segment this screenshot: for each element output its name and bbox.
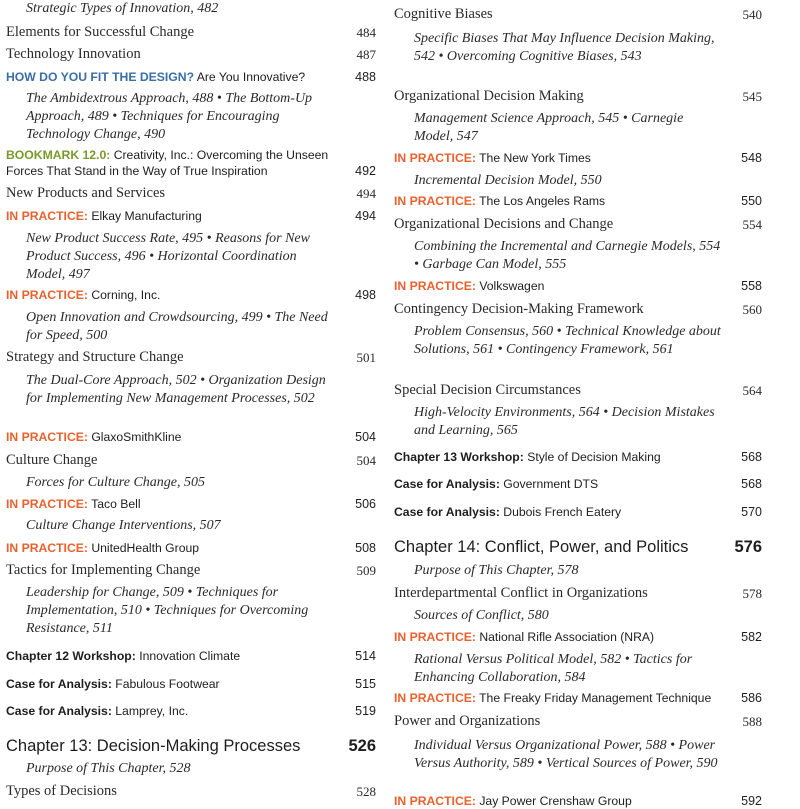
toc-entry-text [394,193,718,209]
toc-entry-page: 508 [355,541,376,555]
toc-entry-text [394,301,762,318]
toc-entry-work [6,676,376,692]
toc-entry-sub [6,760,376,778]
toc-entry-bookmark [6,147,376,179]
toc-entry-practice [394,193,762,209]
toc-entry-page: 586 [741,691,762,705]
toc-entry-page: 488 [355,70,376,84]
toc-entry-practice [394,150,762,166]
toc-entry-chapter [6,736,376,756]
toc-entry-page: 487 [356,47,376,62]
toc-entry-page: 568 [741,450,762,464]
toc-entry-text [394,88,762,105]
toc-entry-text [394,150,718,166]
toc-entry-serif [394,713,762,730]
toc-entry-text [414,238,722,274]
toc-entry-text [26,517,336,535]
toc-entry-title: Jay Power Crenshaw Group [479,794,632,808]
toc-entry-text [6,703,332,719]
toc-entry-text [6,349,376,366]
toc-entry-title: Interdepartmental Conflict in Organizations [394,585,648,601]
toc-entry-serif [6,24,376,41]
toc-entry-title: Style of Decision Making [527,450,661,464]
toc-entry-serif [394,301,762,318]
toc-entry-text [414,651,722,687]
toc-entry-page: 582 [741,630,762,644]
toc-entry-title: High-Velocity Environments, 564 • Decision Mistakes and Learning, 565 [414,405,715,438]
toc-entry-text [6,147,332,179]
toc-entry-title: Lamprey, Inc. [115,704,189,718]
toc-entry-sub [394,562,762,580]
toc-entry-title: Dubois French Eatery [503,505,622,519]
toc-entry-title: National Rifle Association (NRA) [479,630,655,644]
toc-entry-text [414,404,722,440]
toc-entry-page: 528 [356,784,376,799]
toc-entry-sub [6,0,376,18]
toc-entry-text [414,323,722,359]
toc-entry-design [6,69,376,85]
toc-entry-sub [394,172,762,190]
toc-entry-text [394,690,718,706]
toc-entry-sub [6,230,376,284]
toc-entry-title: Contingency Decision-Making Framework [394,301,644,317]
toc-entry-text [26,0,336,18]
toc-entry-page: 578 [742,586,762,601]
toc-entry-page: 514 [355,649,376,663]
toc-entry-title: Leadership for Change, 509 • Techniques for Implementation, 510 • Techniques for Overcoming Resistance, 511 [26,585,309,636]
toc-entry-text [394,476,718,492]
toc-entry-sub [6,90,376,144]
toc-entry-title: GlaxoSmithKline [91,430,182,444]
toc-entry-sub [394,737,762,773]
toc-entry-page: 560 [742,302,762,317]
toc-entry-serif [6,46,376,63]
toc-entry-text [414,110,722,146]
toc-entry-page: 504 [356,453,376,468]
toc-entry-label: IN PRACTICE: [394,194,476,208]
toc-entry-practice [6,540,376,556]
toc-entry-title: UnitedHealth Group [91,541,200,555]
toc-entry-label: Case for Analysis: [6,704,112,718]
toc-entry-sub [6,309,376,345]
toc-entry-page: 526 [348,737,376,755]
toc-entry-practice [6,429,376,445]
toc-entry-text [414,607,722,625]
toc-entry-text [6,185,376,202]
toc-entry-sub [6,584,376,638]
toc-entry-title: Management Science Approach, 545 • Carnegie Model, 547 [414,111,684,144]
toc-entry-text [6,562,376,579]
toc-entry-title: Purpose of This Chapter, 528 [26,761,191,776]
toc-entry-title: Chapter 14: Conflict, Power, and Politics [394,538,689,556]
toc-entry-title: Culture Change [6,452,98,468]
toc-entry-title: Sources of Conflict, 580 [414,608,549,623]
toc-entry-label: IN PRACTICE: [394,630,476,644]
toc-entry-label: BOOKMARK 12.0: [6,148,111,162]
toc-entry-page: 564 [742,383,762,398]
toc-entry-label: HOW DO YOU FIT THE DESIGN? [6,70,195,84]
toc-entry-text [414,172,722,190]
toc-entry-title: The New York Times [479,151,591,165]
toc-entry-label: IN PRACTICE: [394,794,476,808]
toc-entry-practice [6,496,376,512]
toc-entry-work [394,449,762,465]
toc-entry-text [394,216,762,233]
toc-entry-sub [394,651,762,687]
toc-entry-label: IN PRACTICE: [394,279,476,293]
toc-entry-text [26,474,336,492]
toc-entry-work [6,648,376,664]
toc-entry-title: Specific Biases That May Influence Decision Making, 542 • Overcoming Cognitive Biases, 543 [414,31,715,64]
toc-entry-practice [394,629,762,645]
toc-entry-text [394,537,762,557]
toc-entry-text [6,208,332,224]
toc-entry-text [26,584,336,638]
toc-entry-page: 545 [742,89,762,104]
toc-entry-title: New Products and Services [6,185,166,201]
toc-entry-page: 504 [355,430,376,444]
toc-entry-label: IN PRACTICE: [6,497,88,511]
toc-entry-text [26,90,336,144]
toc-entry-text [26,760,336,778]
toc-entry-title: Elements for Successful Change [6,24,195,40]
toc-entry-title: Strategic Types of Innovation, 482 [26,1,219,16]
toc-entry-serif [394,88,762,105]
toc-entry-text [6,648,332,664]
toc-entry-title: Purpose of This Chapter, 578 [414,563,579,578]
toc-entry-title: Power and Organizations [394,713,541,729]
toc-entry-page: 484 [356,25,376,40]
toc-entry-serif [6,452,376,469]
toc-entry-label: IN PRACTICE: [394,151,476,165]
toc-entry-text [6,429,332,445]
toc-entry-page: 519 [355,704,376,718]
toc-entry-sub [394,110,762,146]
toc-entry-serif [394,585,762,602]
toc-entry-title: Strategy and Structure Change [6,349,184,365]
toc-entry-title: Fabulous Footwear [115,677,220,691]
toc-entry-title: Individual Versus Organizational Power, 588 • Power Versus Authority, 589 • Vertical Sources of Power, 590 [414,738,718,771]
toc-entry-page: 506 [355,497,376,511]
toc-entry-text [6,287,332,303]
toc-entry-serif [394,6,762,23]
toc-entry-page: 509 [356,563,376,578]
toc-entry-sub [394,607,762,625]
toc-entry-title: Combining the Incremental and Carnegie Models, 554 • Garbage Can Model, 555 [414,239,721,272]
toc-entry-page: 540 [742,7,762,22]
toc-entry-title: Technology Innovation [6,46,141,62]
toc-entry-page: 554 [742,217,762,232]
toc-entry-text [6,69,332,85]
toc-entry-page: 494 [355,209,376,223]
toc-entry-title: New Product Success Rate, 495 • Reasons for New Product Success, 496 • Horizontal Coordination Model, 497 [26,231,310,282]
toc-entry-text [394,585,762,602]
toc-entry-practice [394,690,762,706]
toc-entry-page: 592 [741,794,762,808]
toc-entry-serif [6,185,376,202]
toc-entry-title: Creativity, Inc.: Overcoming the Unseen Forces That Stand in the Way of True Inspiration [6,148,329,178]
toc-entry-title: Are You Innovative? [196,70,306,84]
toc-entry-practice [394,793,762,809]
toc-entry-label: Case for Analysis: [394,505,500,519]
toc-entry-text [394,504,718,520]
toc-entry-label: Chapter 12 Workshop: [6,649,136,663]
toc-entry-page: 588 [742,714,762,729]
toc-entry-text [6,452,376,469]
toc-entry-page: 498 [355,288,376,302]
toc-entry-sub [6,372,376,408]
toc-entry-label: IN PRACTICE: [6,430,88,444]
toc-entry-label: Case for Analysis: [394,477,500,491]
toc-entry-text [6,736,376,756]
toc-entry-label: Chapter 13 Workshop: [394,450,524,464]
toc-entry-serif [6,562,376,579]
toc-entry-sub [394,323,762,359]
toc-entry-practice [6,287,376,303]
toc-entry-page: 501 [356,350,376,365]
toc-entry-title: Culture Change Interventions, 507 [26,518,221,533]
toc-entry-label: IN PRACTICE: [394,691,476,705]
toc-entry-title: Rational Versus Political Model, 582 • Tactics for Enhancing Collaboration, 584 [414,652,693,685]
toc-entry-text [6,540,332,556]
toc-entry-practice [394,278,762,294]
toc-entry-page: 548 [741,151,762,165]
toc-entry-work [394,504,762,520]
toc-entry-title: Organizational Decision Making [394,88,584,104]
toc-entry-title: Volkswagen [479,279,545,293]
toc-entry-practice [6,208,376,224]
toc-entry-title: Types of Decisions [6,783,117,799]
toc-entry-label: Case for Analysis: [6,677,112,691]
toc-entry-page: 568 [741,477,762,491]
toc-entry-text [26,230,336,284]
toc-entry-title: The Dual-Core Approach, 502 • Organization Design for Implementing New Management Processes, 502 [26,373,326,406]
toc-entry-title: Organizational Decisions and Change [394,216,614,232]
toc-entry-title: Corning, Inc. [91,288,161,302]
toc-entry-page: 515 [355,677,376,691]
toc-entry-label: IN PRACTICE: [6,541,88,555]
toc-entry-title: Special Decision Circumstances [394,382,581,398]
toc-entry-text [6,24,376,41]
toc-entry-title: Tactics for Implementing Change [6,562,201,578]
toc-entry-sub [6,517,376,535]
toc-entry-title: Government DTS [503,477,599,491]
toc-entry-page: 576 [734,538,762,556]
toc-entry-text [394,382,762,399]
toc-entry-page: 492 [355,164,376,178]
toc-entry-serif [6,783,376,800]
toc-entry-page: 570 [741,505,762,519]
toc-entry-title: Forces for Culture Change, 505 [26,475,206,490]
toc-entry-text [394,449,718,465]
toc-entry-sub [394,30,762,66]
toc-entry-label: IN PRACTICE: [6,209,88,223]
toc-entry-title: Innovation Climate [139,649,241,663]
toc-entry-title: The Los Angeles Rams [479,194,606,208]
toc-entry-title: The Freaky Friday Management Technique [479,691,712,705]
toc-entry-chapter [394,537,762,557]
toc-entry-label: IN PRACTICE: [6,288,88,302]
toc-entry-sub [394,404,762,440]
toc-entry-title: The Ambidextrous Approach, 488 • The Bottom-Up Approach, 489 • Techniques for Encouraging Technology Change, 490 [26,91,313,142]
toc-entry-title: Cognitive Biases [394,6,493,22]
toc-entry-page: 494 [356,186,376,201]
toc-entry-text [6,496,332,512]
toc-entry-text [394,278,718,294]
toc-entry-serif [6,349,376,366]
toc-entry-page: 558 [741,279,762,293]
toc-entry-text [414,562,722,580]
toc-entry-text [394,629,718,645]
toc-entry-title: Elkay Manufacturing [91,209,202,223]
toc-entry-text [414,30,722,66]
toc-entry-text [6,46,376,63]
toc-entry-sub [394,238,762,274]
toc-entry-text [6,783,376,800]
toc-entry-title: Incremental Decision Model, 550 [414,173,602,188]
toc-entry-page: 550 [741,194,762,208]
toc-entry-serif [394,216,762,233]
toc-entry-sub [6,474,376,492]
toc-entry-text [26,372,336,408]
toc-entry-title: Problem Consensus, 560 • Technical Knowledge about Solutions, 561 • Contingency Framework, 561 [414,324,721,357]
toc-entry-text [394,793,718,809]
toc-entry-title: Chapter 13: Decision-Making Processes [6,737,301,755]
toc-entry-text [394,713,762,730]
toc-entry-work [6,703,376,719]
toc-entry-title: Taco Bell [91,497,141,511]
toc-entry-title: Open Innovation and Crowdsourcing, 499 • The Need for Speed, 500 [26,310,328,343]
toc-entry-work [394,476,762,492]
toc-entry-text [26,309,336,345]
toc-entry-serif [394,382,762,399]
toc-entry-text [394,6,762,23]
toc-entry-text [414,737,722,773]
toc-entry-text [6,676,332,692]
